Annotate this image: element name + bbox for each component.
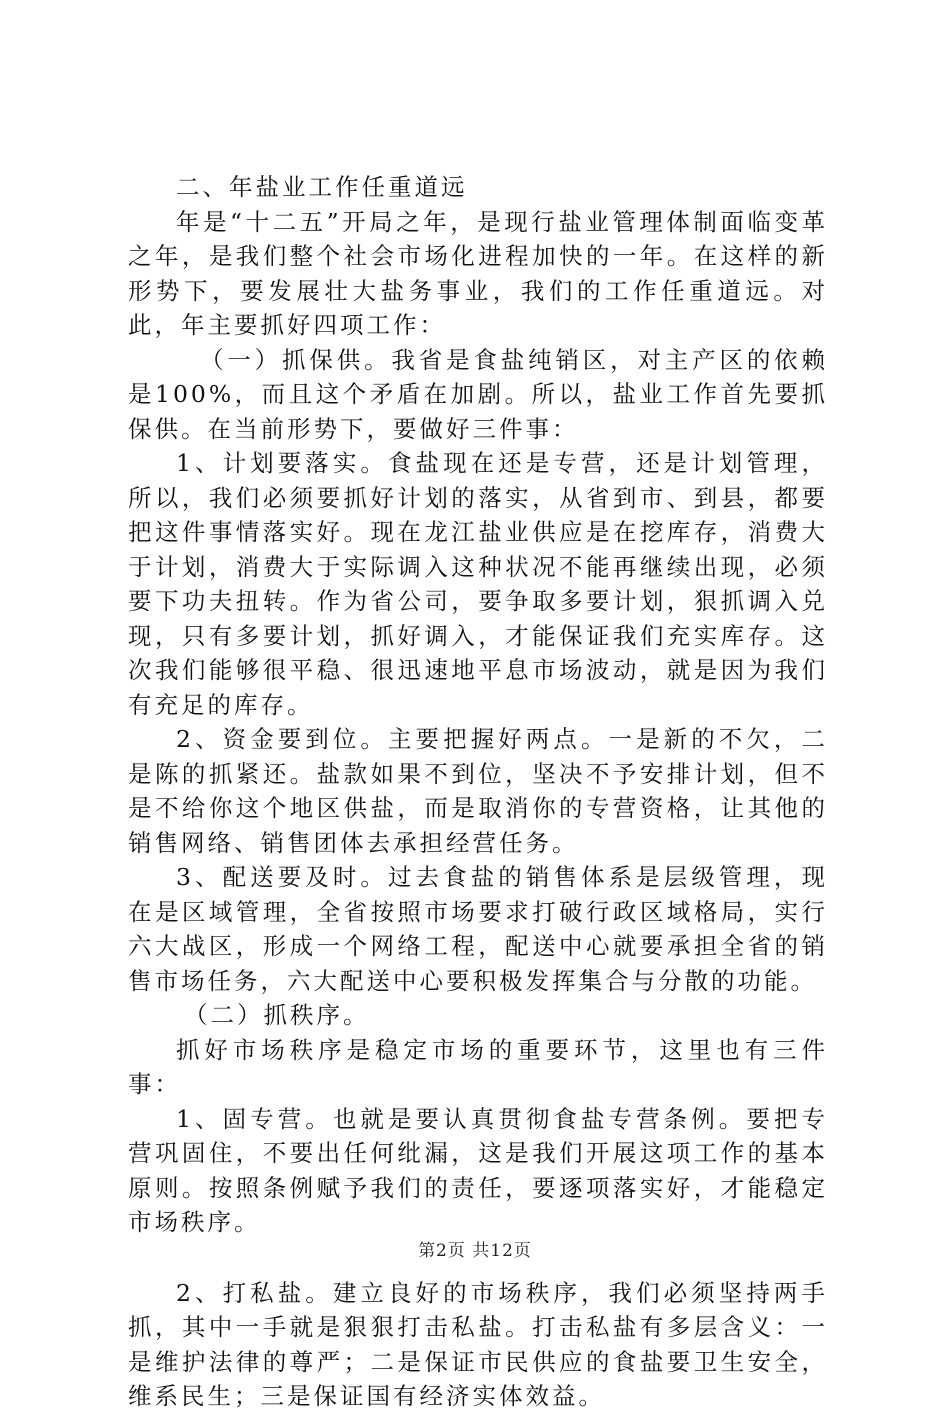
paragraph-item-2: （二）抓秩序。 [184, 1001, 370, 1029]
paragraph-delivery: 3、配送要及时。过去食盐的销售体系是层级管理，现在是区域管理，全省按照市场要求打破行政区域格局，实行六大战区，形成一个网络工程，配送中心就要承担全省的销售市场任务，六大配送中心要积极发挥集合与分散的功能。 [128, 863, 828, 995]
document-body [128, 170, 828, 1414]
page-footer: 第2页 共12页 [418, 1241, 532, 1261]
paragraph-intro: 年是“十二五”开局之年，是现行盐业管理体制面临变革之年，是我们整个社会市场化进程加快的一年。在这样的新形势下，要发展壮大盐务事业，我们的工作任重道远。对此，年主要抓好四项工作： [128, 207, 828, 339]
paragraph-item-1: （一）抓保供。我省是食盐纯销区，对主产区的依赖是100%，而且这个矛盾在加剧。所以，盐业工作首先要抓保供。在当前形势下，要做好三件事： [128, 345, 828, 443]
paragraph-monopoly: 1、固专营。也就是要认真贯彻食盐专营条例。要把专营巩固住，不要出任何纰漏，这是我们开展这项工作的基本原则。按照条例赋予我们的责任，要逐项落实好，才能稳定市场秩序。 [128, 1104, 828, 1236]
section-heading: 二、年盐业工作任重道远 [176, 173, 468, 201]
paragraph-order: 抓好市场秩序是稳定市场的重要环节，这里也有三件事： [128, 1035, 828, 1098]
paragraph-funds: 2、资金要到位。主要把握好两点。一是新的不欠，二是陈的抓紧还。盐款如果不到位，坚决不予安排计划，但不是不给你这个地区供盐，而是取消你的专营资格，让其他的销售网络、销售团体去承担经营任务。 [128, 725, 828, 857]
paragraph-smuggling: 2、打私盐。建立良好的市场秩序，我们必须坚持两手抓，其中一手就是狠狠打击私盐。打击私盐有多层含义：一是维护法律的尊严；二是保证市民供应的食盐要卫生安全，维系民生；三是保证国有经济实体效益。 [128, 1278, 828, 1410]
paragraph-plan: 1、计划要落实。食盐现在还是专营，还是计划管理，所以，我们必须要抓好计划的落实，从省到市、到县，都要把这件事情落实好。现在龙江盐业供应是在挖库存，消费大于计划，消费大于实际调入这种状况不能再继续出现，必须要下功夫扭转。作为省公司，要争取多要计划，狠抓调入兑现，只有多要计划，抓好调入，才能保证我们充实库存。这次我们能够很平稳、很迅速地平息市场波动，就是因为我们有充足的库存。 [128, 449, 828, 719]
